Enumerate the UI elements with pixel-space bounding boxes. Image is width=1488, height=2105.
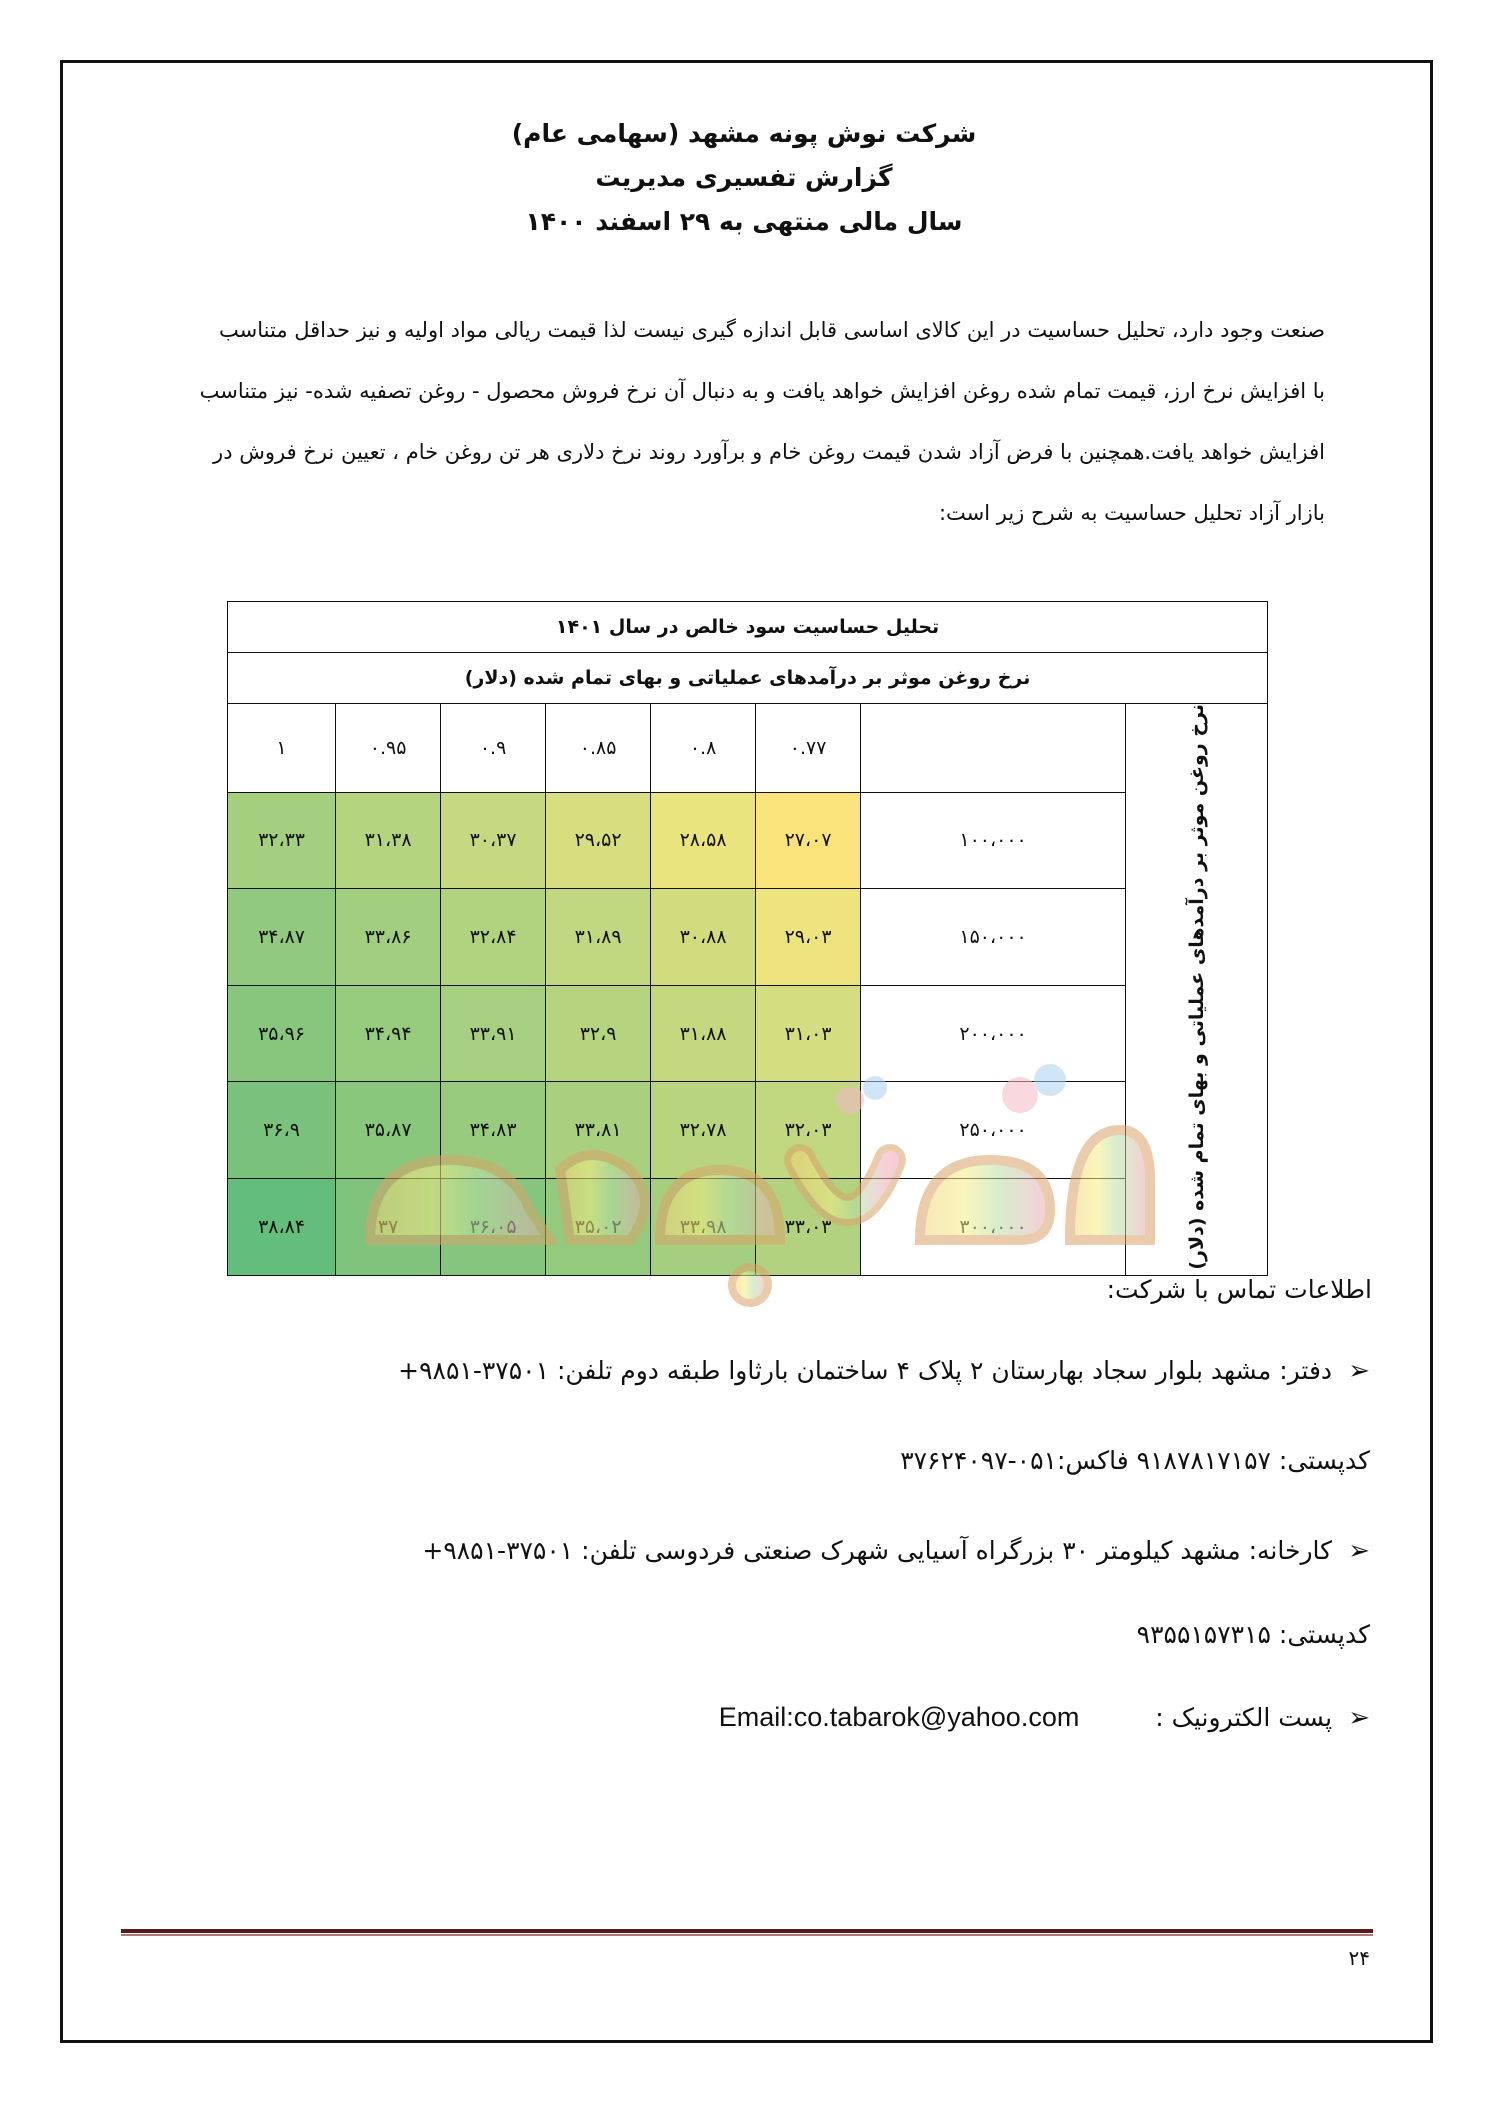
table-cell: ۳۱،۸۸ [651, 985, 756, 1082]
email-address[interactable]: Email:co.tabarok@yahoo.com [718, 1702, 1080, 1732]
factory-address-text: کارخانه: مشهد کیلومتر ۳۰ بزرگراه آسیایی شهرک صنعتی فردوسی تلفن: ۳۷۵۰۱-۹۸۵۱+ [422, 1536, 1333, 1565]
table-cell: ۳۴،۸۷ [228, 889, 336, 986]
table-cell: ۳۵،۸۷ [336, 1082, 441, 1179]
column-header: ۱ [228, 704, 336, 793]
table-cell: ۳۲،۸۴ [441, 889, 546, 986]
fiscal-period: سال مالی منتهی به ۲۹ اسفند ۱۴۰۰ [525, 207, 963, 236]
column-header-row [228, 704, 1268, 793]
paragraph-line: افزایش خواهد یافت.همچنین با فرض آزاد شدن قیمت روغن خام و برآورد روند نرخ دلاری هر تن روغن خام ، تعیین نرخ فروش در [213, 440, 1325, 464]
email-line [719, 1702, 1370, 1733]
table-cell: ۳۰،۸۸ [651, 889, 756, 986]
table-cell: ۲۹،۰۳ [756, 889, 861, 986]
company-logo-watermark [330, 1040, 1170, 1320]
page-number: ۲۴ [1348, 1946, 1370, 1970]
factory-postal-line [1137, 1620, 1370, 1649]
contact-heading: اطلاعات تماس با شرکت: [1106, 1275, 1372, 1304]
arrow-bullet-icon: ➢ [1348, 1356, 1370, 1386]
row-header: ۲۰۰،۰۰۰ [861, 985, 1126, 1082]
body-paragraph [125, 300, 1325, 544]
table-cell: ۳۲،۰۳ [756, 1082, 861, 1179]
footer-rule [121, 1929, 1373, 1937]
table-row [228, 889, 1268, 986]
table-cell: ۳۱،۸۹ [546, 889, 651, 986]
table-cell: ۳۸،۸۴ [228, 1179, 336, 1276]
table-cell: ۳۲،۹ [546, 985, 651, 1082]
table-subtitle: نرخ روغن موثر بر درآمدهای عملیاتی و بهای تمام شده (دلار) [228, 653, 1268, 704]
table-cell: ۳۲،۳۳ [228, 792, 336, 889]
table-cell: ۲۹،۵۲ [546, 792, 651, 889]
paragraph-line: صنعت وجود دارد، تحلیل حساسیت در این کالای اساسی قابل اندازه گیری نیست لذا قیمت ریالی مواد اولیه و نیز حداقل متناسب [219, 318, 1325, 342]
table-cell: ۳۳،۹۱ [441, 985, 546, 1082]
office-postal-line [900, 1446, 1370, 1475]
row-axis-text: نرخ روغن موثر بر درآمدهای عملیاتی و بهای تمام شده (دلار) [1185, 704, 1208, 1270]
table-cell: ۳۲،۷۸ [651, 1082, 756, 1179]
factory-postal-text: کدپستی: ۹۳۵۵۱۵۷۳۱۵ [1136, 1620, 1370, 1649]
column-header: ۰.۹۵ [336, 704, 441, 793]
table-cell: ۲۷،۰۷ [756, 792, 861, 889]
table-cell: ۳۱،۰۳ [756, 985, 861, 1082]
report-title: گزارش تفسیری مدیریت [595, 163, 893, 192]
column-header: ۰.۹ [441, 704, 546, 793]
column-header: ۰.۷۷ [756, 704, 861, 793]
table-cell: ۳۱،۳۸ [336, 792, 441, 889]
company-name: شرکت نوش پونه مشهد (سهامی عام) [511, 119, 977, 148]
table-row [228, 792, 1268, 889]
arrow-bullet-icon: ➢ [1348, 1536, 1370, 1566]
table-cell: ۲۸،۵۸ [651, 792, 756, 889]
table-cell: ۳۴،۸۳ [441, 1082, 546, 1179]
report-header [0, 112, 1488, 244]
paragraph-line: بازار آزاد تحلیل حساسیت به شرح زیر است: [938, 501, 1325, 525]
office-address [398, 1356, 1370, 1386]
table-cell: ۳۴،۹۴ [336, 985, 441, 1082]
corner-cell [861, 704, 1126, 793]
table-cell: ۳۰،۳۷ [441, 792, 546, 889]
office-postal-text: کدپستی: ۹۱۸۷۸۱۷۱۵۷ فاکس:۰۵۱-۳۷۶۲۴۰۹۷ [900, 1446, 1370, 1475]
paragraph-line: با افزایش نرخ ارز، قیمت تمام شده روغن افزایش خواهد یافت و به دنبال آن نرخ فروش محصول - روغن تصفیه شده- نیز متناسب [199, 379, 1325, 403]
arrow-bullet-icon: ➢ [1348, 1703, 1370, 1733]
footer-rule-light [121, 1934, 1373, 1936]
table-cell: ۳۳،۰۳ [756, 1179, 861, 1276]
footer-rule-dark [121, 1929, 1373, 1933]
row-header: ۱۰۰،۰۰۰ [861, 792, 1126, 889]
row-header: ۱۵۰،۰۰۰ [861, 889, 1126, 986]
table-cell: ۳۵،۹۶ [228, 985, 336, 1082]
factory-address [422, 1536, 1370, 1566]
table-title: تحلیل حساسیت سود خالص در سال ۱۴۰۱ [228, 602, 1268, 653]
table-cell: ۳۶،۹ [228, 1082, 336, 1179]
email-label: پست الکترونیک : [1155, 1703, 1333, 1732]
table-cell: ۳۳،۸۱ [546, 1082, 651, 1179]
column-header: ۰.۸۵ [546, 704, 651, 793]
table-cell: ۳۳،۸۶ [336, 889, 441, 986]
column-header: ۰.۸ [651, 704, 756, 793]
office-address-text: دفتر: مشهد بلوار سجاد بهارستان ۲ پلاک ۴ ساختمان بارثاوا طبقه دوم تلفن: ۳۷۵۰۱-۹۸۵۱+ [398, 1356, 1333, 1385]
row-header: ۲۵۰،۰۰۰ [861, 1082, 1126, 1179]
